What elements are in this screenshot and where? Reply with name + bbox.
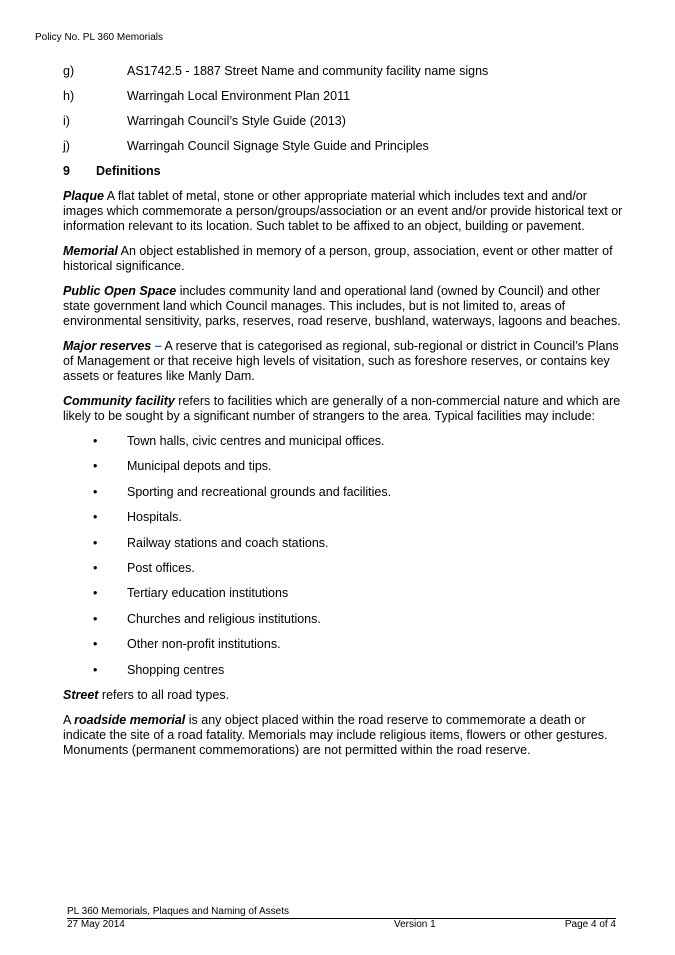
footer-title: PL 360 Memorials, Plaques and Naming of Assets <box>67 906 289 917</box>
reference-item <box>63 89 623 104</box>
bullet-icon: • <box>93 484 98 499</box>
reference-text: Warringah Local Environment Plan 2011 <box>127 89 351 103</box>
footer-date: 27 May 2014 <box>67 919 125 930</box>
reference-item <box>63 64 623 79</box>
list-item <box>63 510 623 525</box>
list-item-text: Municipal depots and tips. <box>127 459 272 474</box>
definition-text: A flat tablet of metal, stone or other appropriate material which includes text and and/or images which commemorate a person/groups/association or an event and/or provide historical text or information relevant to its location. Such tablet to be affixed to an object, building or pavement. <box>63 189 623 233</box>
definition-major-reserves <box>63 339 623 384</box>
list-item <box>63 485 623 500</box>
list-item <box>63 434 623 449</box>
list-item-text: Post offices. <box>127 560 195 575</box>
bullet-icon: • <box>93 535 98 550</box>
definition-prefix: A <box>63 712 75 727</box>
page-footer <box>67 906 616 930</box>
definition-term: Public Open Space <box>63 284 177 298</box>
definition-text: includes community land and operational land (owned by Council) and other state government land which Council manages. This includes, but is not limited to, areas of environmental sensitivity, parks, reserves, road reserve, bushland, waterways, lagoons and beaches. <box>63 284 621 328</box>
list-item-text: Other non-profit institutions. <box>127 637 281 652</box>
reference-text: AS1742.5 - 1887 Street Name and community facility name signs <box>127 64 489 78</box>
list-item-text: Hospitals. <box>127 510 182 525</box>
definition-text: refers to all road types. <box>98 687 230 702</box>
bullet-icon: • <box>93 637 98 652</box>
list-item <box>63 561 623 576</box>
bullet-icon: • <box>93 611 98 626</box>
definition-term: Memorial <box>63 244 118 258</box>
definition-text: An object established in memory of a person, group, association, event or other matter of historical significance. <box>63 244 613 273</box>
definition-text: refers to facilities which are generally of a non-commercial nature and which are likely to be sought by a significant number of strangers to the area. Typical facilities may include: <box>63 394 621 423</box>
list-item <box>63 459 623 474</box>
definition-public-open-space <box>63 284 623 329</box>
list-item-text: Sporting and recreational grounds and facilities. <box>127 484 392 499</box>
bullet-icon: • <box>93 459 98 474</box>
definition-text: is any object placed within the road reserve to commemorate a death or indicate the site of a road fatality. Memorials may include religious items, flowers or other gestures. Monuments (permanent commemorations) are not permitted within the road reserve. <box>63 712 608 757</box>
bullet-icon: • <box>93 510 98 525</box>
reference-text: Warringah Council’s Style Guide (2013) <box>127 114 346 128</box>
bullet-icon: • <box>93 434 98 448</box>
list-item <box>63 612 623 627</box>
footer-page-number: Page 4 of 4 <box>564 919 616 930</box>
reference-label: h) <box>63 89 75 103</box>
footer-version: Version 1 <box>394 919 436 930</box>
definition-term: Major reserves <box>63 339 152 353</box>
section-number: 9 <box>63 164 70 178</box>
definition-community-facility <box>63 394 623 424</box>
list-item <box>63 663 623 678</box>
reference-label: j) <box>63 139 70 153</box>
bullet-icon: • <box>93 560 98 575</box>
definition-plaque <box>63 189 623 234</box>
reference-label: i) <box>63 114 70 128</box>
definition-roadside-memorial <box>63 713 623 758</box>
facility-list <box>63 434 623 678</box>
list-item-text: Railway stations and coach stations. <box>127 535 329 550</box>
definition-term: Community facility <box>63 394 175 408</box>
definition-term: roadside memorial <box>74 712 186 727</box>
reference-item <box>63 139 623 154</box>
reference-item <box>63 114 623 129</box>
definition-text: A reserve that is categorised as regional, sub-regional or district in Council’s Plans of Management or that receive high levels of visitation, such as foreshore reserves, or contains key assets or features like Manly Dam. <box>63 339 619 383</box>
section-title: Definitions <box>96 164 161 178</box>
list-item <box>63 637 623 652</box>
bullet-icon: • <box>93 586 98 601</box>
list-item <box>63 586 623 601</box>
list-item-text: Tertiary education institutions <box>127 586 289 601</box>
definition-term: Street <box>63 687 99 702</box>
definition-term: Plaque <box>63 189 104 203</box>
section-heading <box>63 164 623 179</box>
reference-text: Warringah Council Signage Style Guide and Principles <box>127 139 429 153</box>
bullet-icon: • <box>93 662 98 677</box>
list-item-text: Shopping centres <box>127 662 225 677</box>
footer-row <box>67 919 616 930</box>
list-item <box>63 536 623 551</box>
page-content <box>63 64 623 768</box>
definition-street <box>63 688 623 703</box>
list-item-text: Churches and religious institutions. <box>127 611 321 626</box>
definition-dash: – <box>151 339 162 353</box>
reference-label: g) <box>63 64 75 78</box>
definition-memorial <box>63 244 623 274</box>
page-header: Policy No. PL 360 Memorials <box>35 32 164 43</box>
list-item-text: Town halls, civic centres and municipal offices. <box>127 434 385 448</box>
